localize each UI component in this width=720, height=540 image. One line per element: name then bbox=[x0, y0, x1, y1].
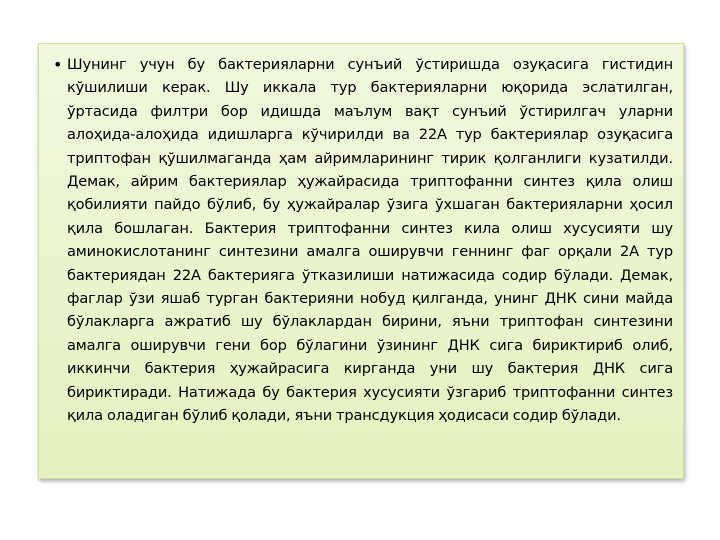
bullet-marker: • bbox=[53, 55, 63, 74]
bullet-item bbox=[53, 53, 673, 428]
content-text-box bbox=[38, 43, 684, 479]
body-paragraph: Шунинг учун бу бактерияларни сунъий ўстиришда озуқасига гистидин кўшилиши керак. Шу иккала тур бактерияларни юқорида эслатилган, ўртасида филтри бор идишда маълум вақт сунъий ўстирилгач уларни алоҳида-алоҳида идишларга кўчирилди ва 22А тур бактериялар озуқасига триптофан қўшилмаганда ҳам айримларининг тирик қолганлиги кузатилди. Демак, айрим бактериялар ҳужайрасида триптофанни синтез қила олиш қобилияти пайдо бўлиб, бу ҳужайралар ўзига ўхшаган бактерияларни ҳосил қила бошлаган. Бактерия триптофанни синтез кила олиш хусусияти шу аминокислотанинг синтезини амалга оширувчи геннинг фаг орқали 2А тур бактериядан 22А бактерияга ўтказилиши натижасида содир бўлади. Демак, фаглар ўзи яшаб турган бактерияни нобуд қилганда, унинг ДНК сини майда бўлакларга ажратиб шу бўлаклардан бирини, яъни триптофан синтезини амалга оширувчи гени бор бўлагини ўзининг ДНК сига бириктириб олиб, иккинчи бактерия ҳужайрасига кирганда уни шу бактерия ДНК сига бириктиради. Натижада бу бактерия хусусияти ўзгариб триптофанни синтез қила оладиган бўлиб қолади, яъни трансдукция ҳодисаси содир бўлади. bbox=[67, 56, 673, 425]
